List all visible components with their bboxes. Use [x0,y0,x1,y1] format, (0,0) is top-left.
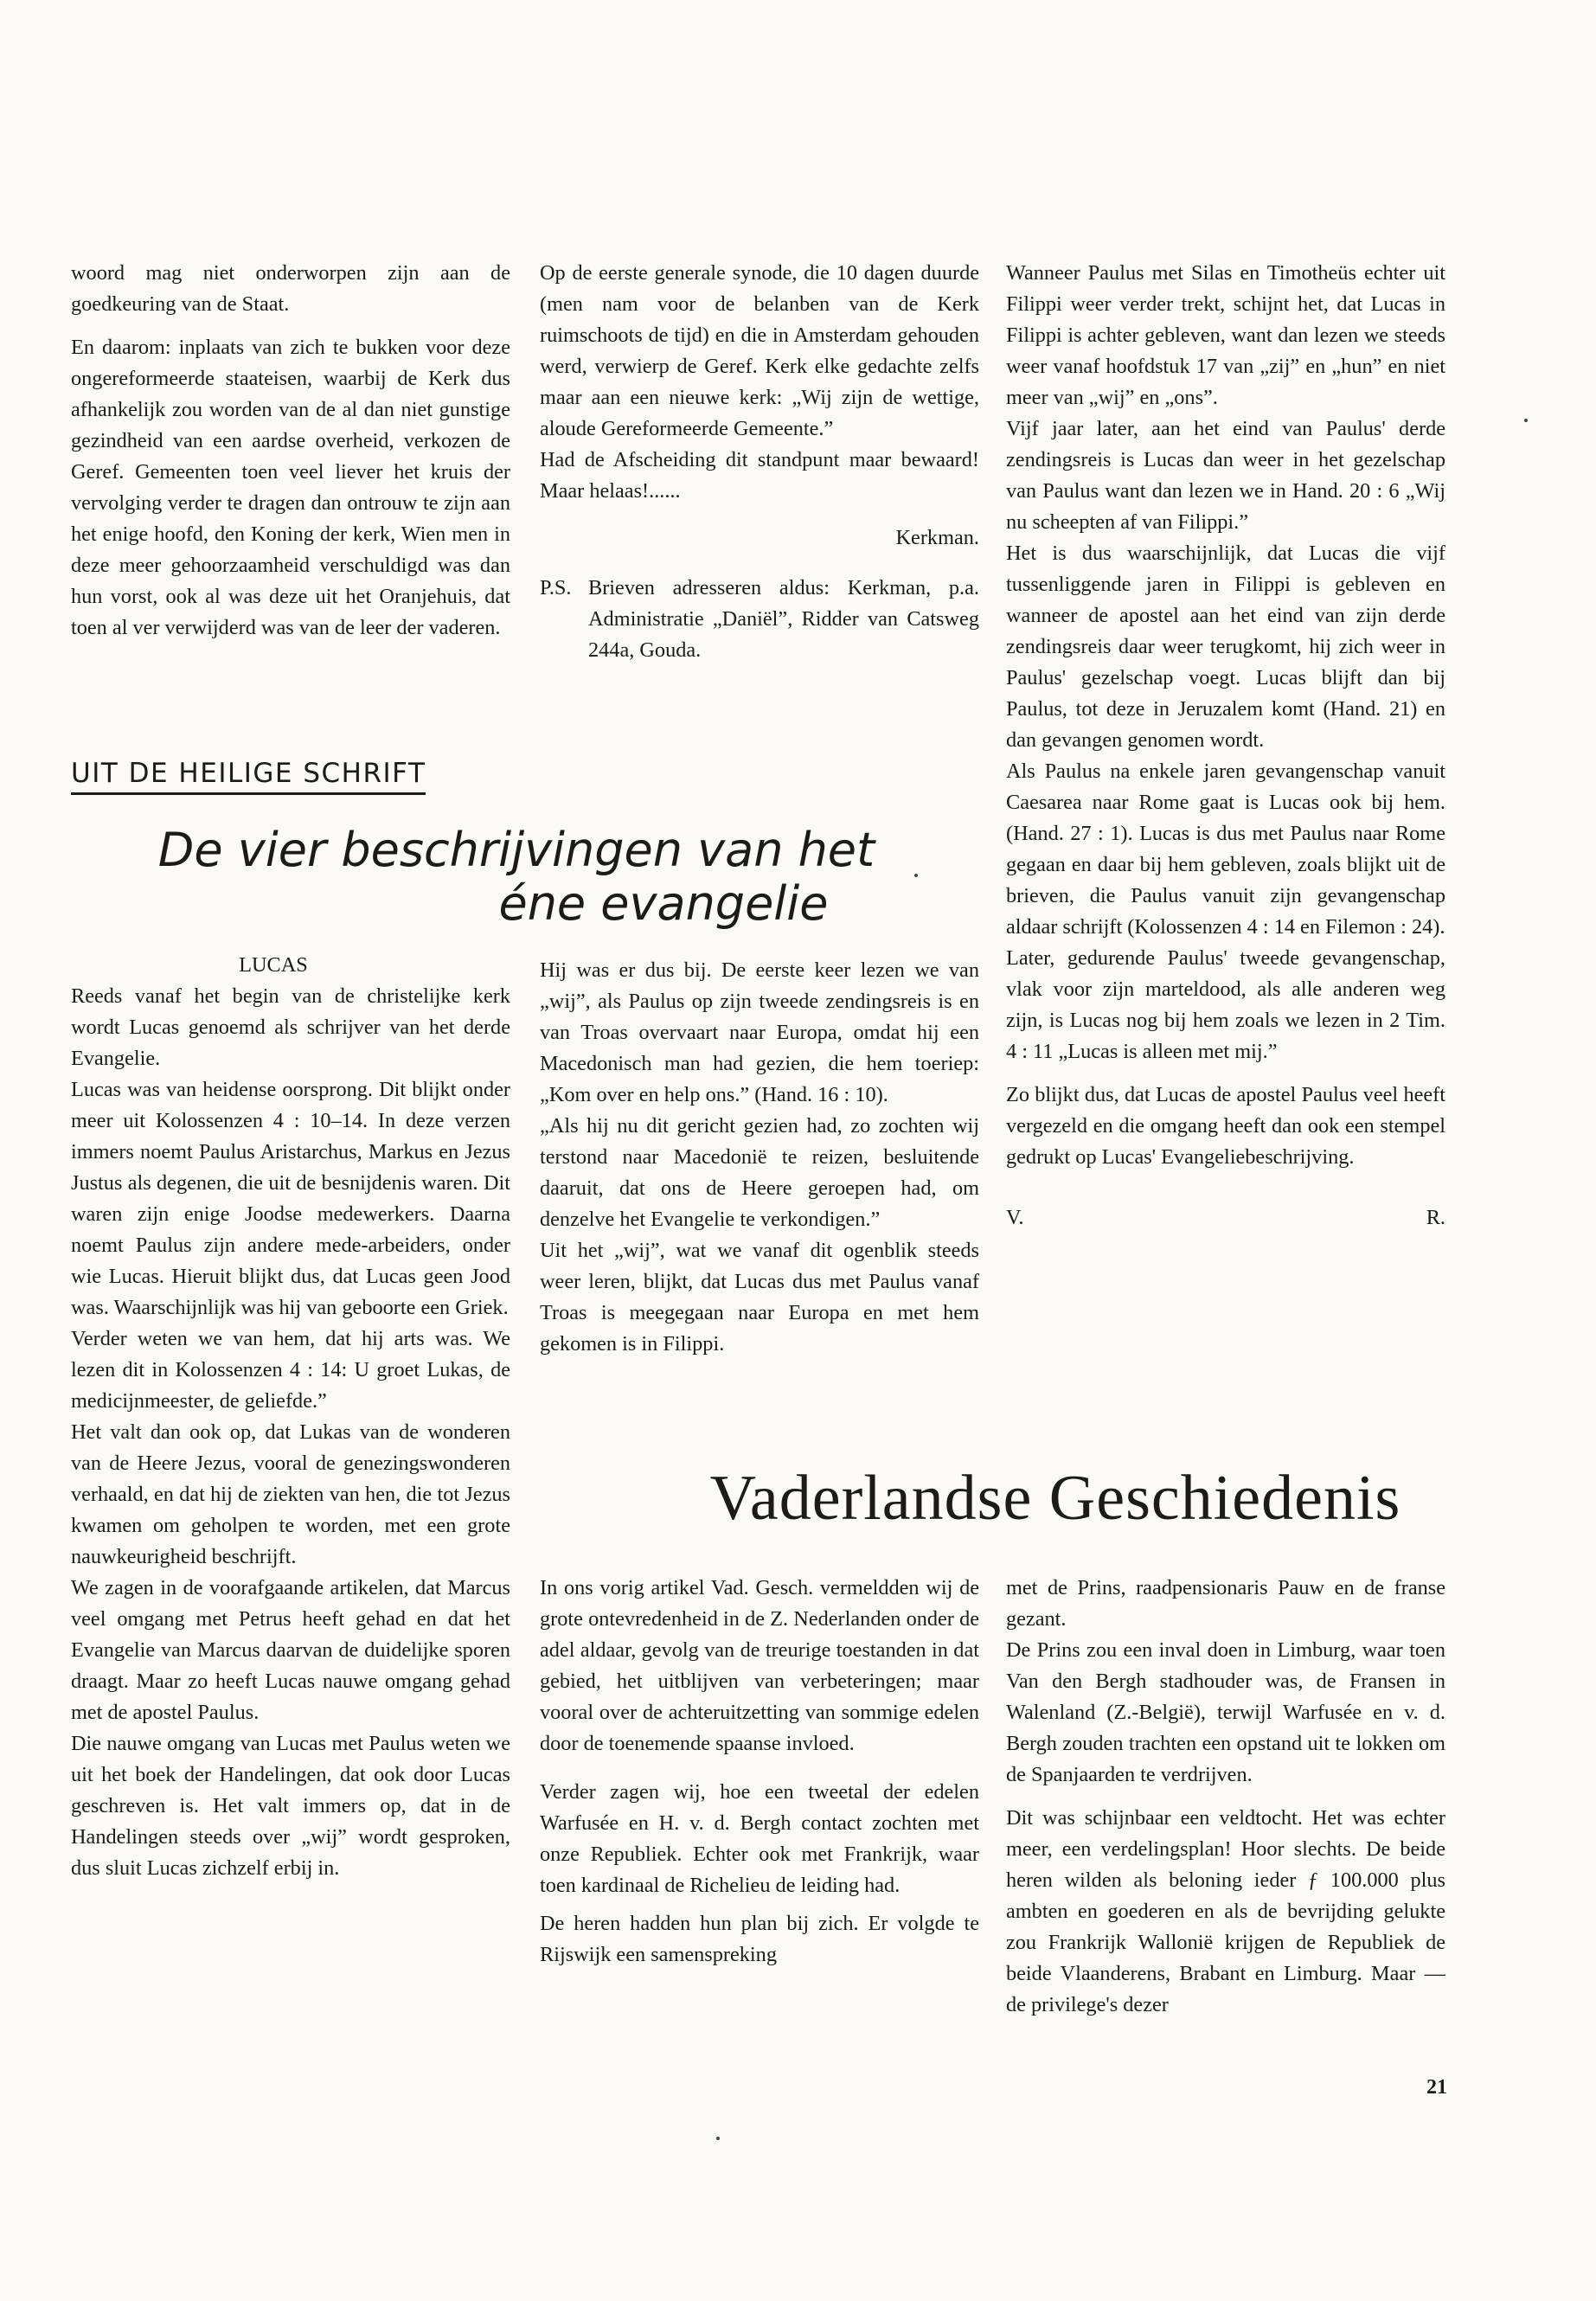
paragraph: De Prins zou een inval doen in Limburg, waar toen Van den Bergh stadhouder was, de Fransen in Walenland (Z.-België), terwijl Warfusée en v. d. Bergh zouden trachten een opstand uit te lokken om de Spanjaarden te verdrijven. [1006,1638,1445,1786]
paragraph: Later, gedurende Paulus' tweede gevangenschap, vlak voor zijn marteldood, als alle anderen weg zijn, is Lucas nog bij hem zoals we lezen in 2 Tim. 4 : 11 „Lucas is alleen met mij.” [1006,946,1445,1063]
paragraph: Dit was schijnbaar een veldtocht. Het was echter meer, een verdelingsplan! Hoor slechts. De beide heren wilden als beloning ieder ƒ 100.000 plus ambten en goederen en als de bevrijding gelukte zou Frankrijk Wallonië krijgen de Republiek de beide Vlaanderens, Brabant en Limburg. Maar — de privilege's dezer [1006,1806,1445,2016]
ps-text: Brieven adresseren aldus: Kerkman, p.a. Administratie „Daniël”, Ridder van Catsweg 244a, Gouda. [588,576,979,662]
scan-speck [1524,419,1528,422]
paragraph: Had de Afscheiding dit standpunt maar bewaard! Maar helaas!...... [540,448,979,503]
article2-column-1 [540,1573,979,1971]
paragraph: woord mag niet onderworpen zijn aan de goedkeuring van de Staat. [71,261,510,316]
top-column-1 [71,258,510,644]
article2-column-2 [1006,1573,1445,2021]
paragraph: Die nauwe omgang van Lucas met Paulus weten we uit het boek der Handelingen, dat ook door Lucas geschreven is. Het valt immers op, dat in de Handelingen steeds over „wij” wordt gesproken, dus sluit Lucas zichzelf erbij in. [71,1732,510,1880]
article-title-line-2: éne evangelie [498,876,829,931]
paragraph: „Als hij nu dit gericht gezien had, zo zochten wij terstond naar Macedonië te reizen, besluitende daaruit, dat ons de Heere geroepen had, om denzelve het Evangelie te verkondigen.” [540,1114,979,1231]
scan-speck [914,874,918,877]
article1-column-1 [71,950,510,1884]
postscript [540,573,979,666]
paragraph: Vijf jaar later, aan het eind van Paulus' derde zendingsreis is Lucas dan weer in het gezelschap van Paulus want dan lezen we in Hand. 20 : 6 „Wij nu scheepten af van Filippi.” [1006,417,1445,534]
paragraph: In ons vorig artikel Vad. Gesch. vermeldden wij de grote ontevredenheid in de Z. Nederlanden onder de adel aldaar, gevolg van de treurige toestanden in dat gebied, het uitblijven van verbeteringen; maar vooral over de achteruitzetting van sommige edelen door de toenemende spaanse invloed. [540,1576,979,1755]
paragraph: De heren hadden hun plan bij zich. Er volgde te Rijswijk een samenspreking [540,1912,979,1966]
article-title [71,824,1014,931]
paragraph: Lucas was van heidense oorsprong. Dit blijkt onder meer uit Kolossenzen 4 : 10–14. In deze verzen immers noemt Paulus Aristarchus, Markus en Jezus Justus als degenen, die uit de besnijdenis waren. Dit waren zijn enige Joodse medewerkers. Daarna noemt Paulus zijn andere mede-arbeiders, onder wie Lucas. Hieruit blijkt dus, dat Lucas geen Jood was. Waarschijnlijk was hij van geboorte een Griek. [71,1078,510,1319]
paragraph: Verder zagen wij, hoe een tweetal der edelen Warfusée en H. v. d. Bergh contact zochten met onze Republiek. Echter ook met Frankrijk, waar toen kardinaal de Richelieu de leiding had. [540,1780,979,1897]
paragraph: Wanneer Paulus met Silas en Timotheüs echter uit Filippi weer verder trekt, schijnt het, dat Lucas in Filippi is achter gebleven, want dan lezen we steeds weer vanaf hoofdstuk 17 van „zij” en „hun” en niet meer van „wij” en „ons”. [1006,261,1445,409]
paragraph: En daarom: inplaats van zich te bukken voor deze ongereformeerde staateisen, waarbij de Kerk dus afhankelijk zou worden van de al dan niet gunstige gezindheid van een aardse overheid, verkozen de Geref. Gemeenten toen veel liever het kruis der vervolging verder te dragen dan ontrouw te zijn aan het enige hoofd, den Koning der kerk, Wien men in deze meer gehoorzaamheid verschuldigd was dan hun vorst, ook al was deze uit het Oranjehuis, dat toen al ver verwijderd was van de leer der vaderen. [71,336,510,639]
paragraph: Hij was er dus bij. De eerste keer lezen we van „wij”, als Paulus op zijn tweede zendingsreis is en van Troas overvaart naar Europa, omdat hij een Macedonisch man had gezien, die hem toeriep: „Kom over en help ons.” (Hand. 16 : 10). [540,958,979,1106]
paragraph: Zo blijkt dus, dat Lucas de apostel Paulus veel heeft vergezeld en die omgang heeft dan ook een stempel gedrukt op Lucas' Evangeliebeschrijving. [1006,1083,1445,1169]
page-number: 21 [1426,2076,1447,2099]
paragraph: Verder weten we van hem, dat hij arts was. We lezen dit in Kolossenzen 4 : 14: U groet Lukas, de medicijnmeester, de geliefde.” [71,1327,510,1413]
paragraph: We zagen in de voorafgaande artikelen, dat Marcus veel omgang met Petrus heeft gehad en dat het Evangelie van Marcus daarvan de duidelijke sporen draagt. Maar zo heeft Lucas nauwe omgang gehad met de apostel Paulus. [71,1576,510,1724]
top-column-3 [1006,258,1445,1234]
initial-right: R. [1426,1206,1445,1229]
ps-label: P.S. [540,576,572,599]
paragraph: Als Paulus na enkele jaren gevangenschap vanuit Caesarea naar Rome gaat is Lucas ook bij hem. (Hand. 27 : 1). Lucas is dus met Paulus naar Rome gegaan en daar bij hem gebleven, zoals blijkt uit de brieven, die Paulus vanuit zijn gevangenschap aldaar schrijft (Kolossenzen 4 : 14 en Filemon : 24). [1006,760,1445,939]
paragraph: Het valt dan ook op, dat Lukas van de wonderen van de Heere Jezus, vooral de genezingswonderen verhaald, en dat hij de ziekten van hen, die tot Jezus kwamen om geholpen te worden, met een grote nauwkeurigheid beschrijft. [71,1420,510,1568]
signature: Kerkman. [895,526,979,549]
paragraph: Reeds vanaf het begin van de christelijke kerk wordt Lucas genoemd als schrijver van het derde Evangelie. [71,984,510,1070]
paragraph: Uit het „wij”, wat we vanaf dit ogenblik steeds weer leren, blijkt, dat Lucas dus met Paulus vanaf Troas is meegegaan naar Europa en met hem gekomen is in Filippi. [540,1239,979,1356]
paragraph: Op de eerste generale synode, die 10 dagen duurde (men nam voor de belanben van de Kerk ruimschoots de tijd) en die in Amsterdam gehouden werd, verwierp de Geref. Kerk elke gedachte zelfs maar aan een nieuwe kerk: „Wij zijn de wettige, aloude Gereformeerde Gemeente.” [540,261,979,440]
article2-title: Vaderlandse Geschiedenis [709,1463,1401,1534]
paragraph: met de Prins, raadpensionaris Pauw en de franse gezant. [1006,1576,1445,1631]
scan-speck [716,2137,720,2140]
top-column-2 [540,258,979,666]
article-title-line-1: De vier beschrijvingen van het [157,823,875,877]
initial-left: V. [1006,1206,1024,1229]
section-label: UIT DE HEILIGE SCHRIFT [71,758,426,795]
paragraph: Het is dus waarschijnlijk, dat Lucas die vijf tussenliggende jaren in Filippi is gebleven en wanneer de apostel aan het eind van zijn derde zendingsreis daar weer terugkomt, hij zich weer in Paulus' gezelschap voegt. Lucas blijft dan bij Paulus, tot deze in Jeruzalem komt (Hand. 21) en dan gevangen genomen wordt. [1006,542,1445,752]
author-initials [1006,1202,1445,1234]
article1-column-2 [540,955,979,1360]
article-subheading: LUCAS [239,953,308,977]
